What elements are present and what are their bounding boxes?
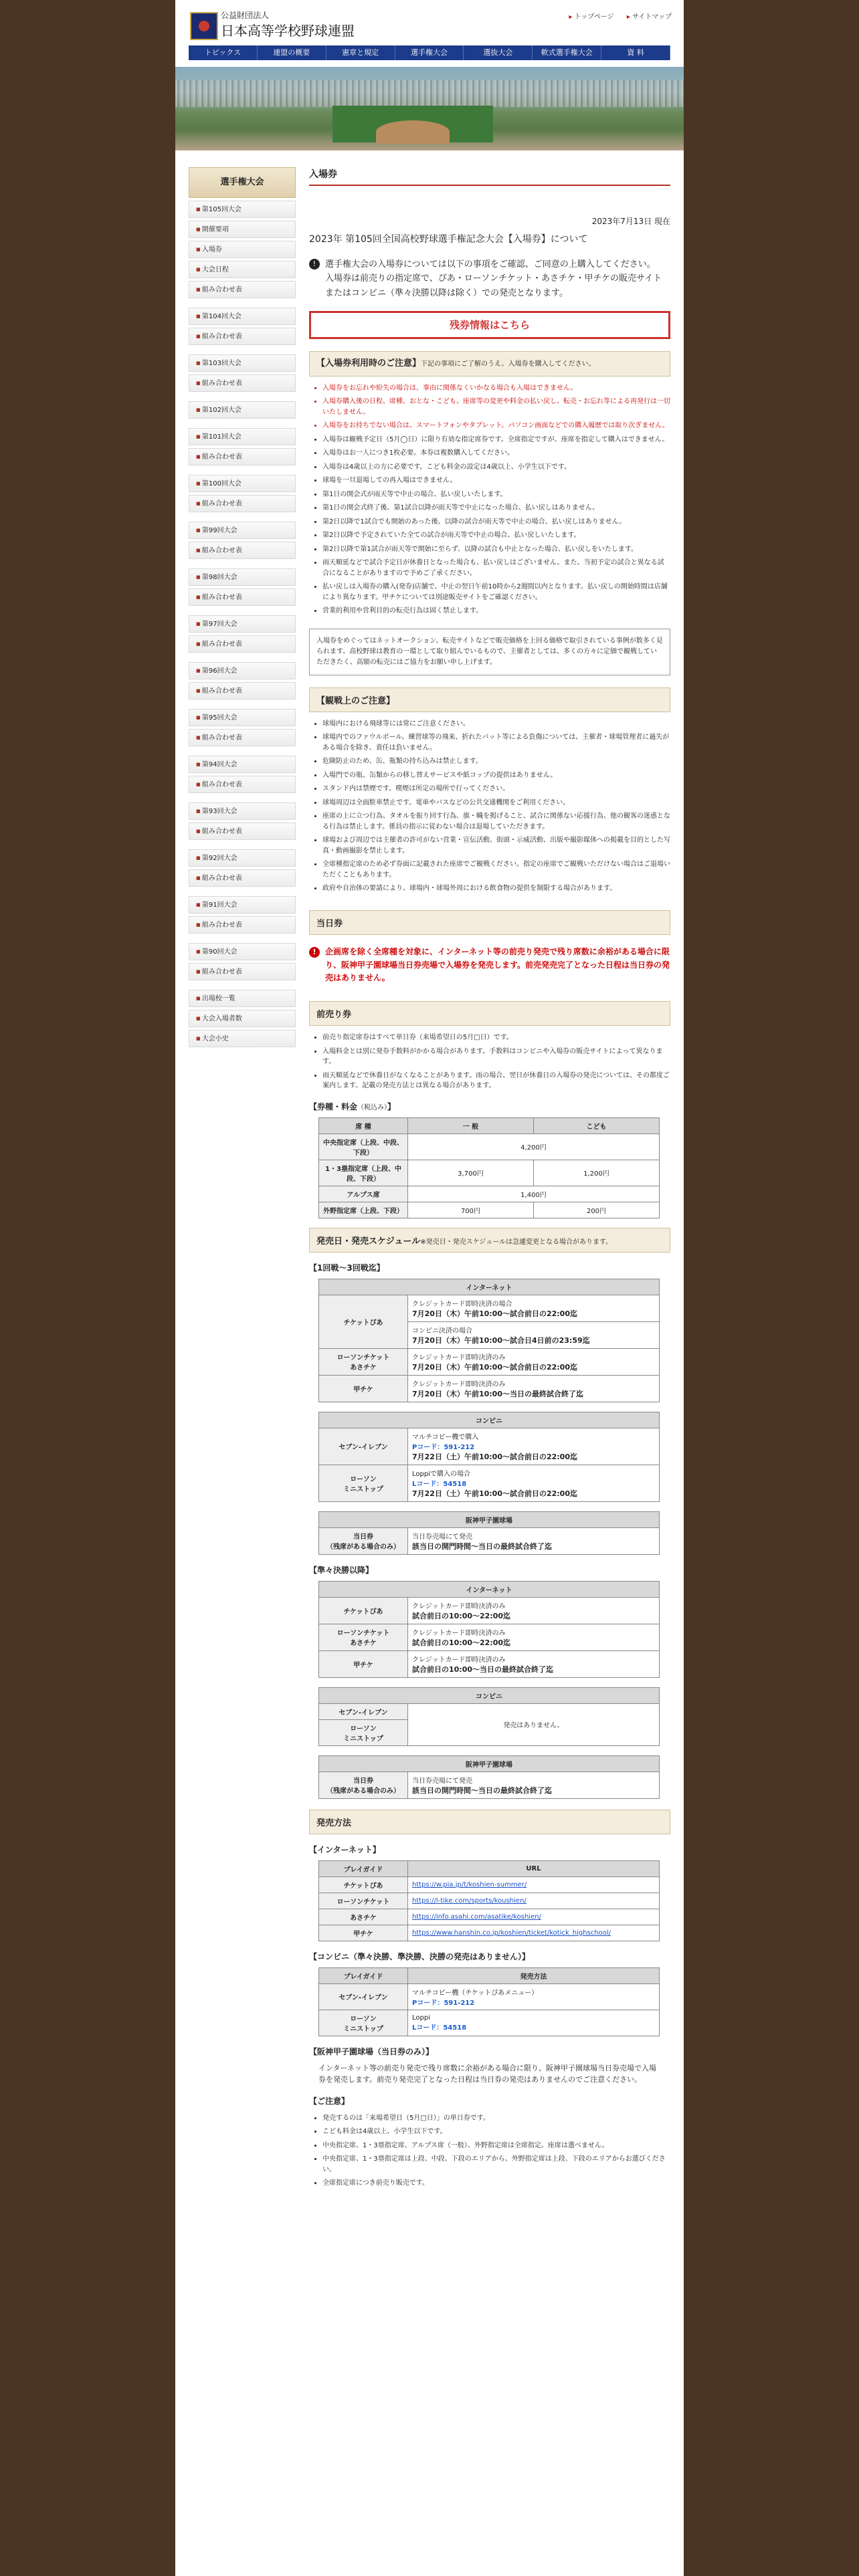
table-row [319, 1465, 660, 1501]
sidebar-item[interactable]: ■ 第94回大会 [189, 756, 296, 773]
site-header [175, 0, 684, 41]
sidebar-item[interactable]: ■ 出場校一覧 [189, 990, 296, 1007]
table-row [319, 1134, 660, 1160]
price-child: 1,200円 [534, 1160, 660, 1186]
schedule-main: 7月20日（木）午前10:00〜試合前日の22:00迄 [412, 1309, 577, 1318]
seat-type: アルプス席 [319, 1186, 408, 1202]
headline: 2023年 第105回全国高校野球選手権記念大会【入場券】について [309, 234, 588, 245]
schedule-main: 試合前日の10:00〜当日の最終試合終了迄 [412, 1665, 554, 1674]
url-table [318, 1860, 660, 1941]
schedule-sub: クレジットカード即時決済のみ [412, 1380, 506, 1388]
sidebar-item[interactable]: ■ 第92回大会 [189, 849, 296, 867]
sidebar [189, 167, 296, 1047]
org-name[interactable]: 日本高等学校野球連盟 [221, 23, 355, 39]
schedule-cell [408, 1295, 660, 1321]
table-row [319, 1375, 660, 1402]
schedule-cell [408, 1348, 660, 1375]
schedule-sub: クレジットカード即時決済のみ [412, 1602, 506, 1610]
table-header: 阪神甲子園球場 [319, 1511, 660, 1527]
sameday-section-header: 当日券 [309, 910, 670, 935]
global-nav [189, 45, 670, 60]
main-content [309, 167, 670, 2192]
sidebar-item[interactable]: ■ 第91回大会 [189, 896, 296, 914]
caution-item: • 入場券はお一人につき1枚必要。本券は複数購入してください。 [322, 448, 670, 459]
schedule-title: 発売日・発売スケジュール [316, 1236, 421, 1247]
price-heading [309, 1101, 670, 1112]
url-cell [408, 1925, 660, 1941]
table-row [319, 1597, 660, 1624]
vendor-name: ローソンチケット あさチケ [319, 1624, 408, 1650]
sidebar-item[interactable]: ■ 組み合わせ表 [189, 823, 296, 840]
url-cell [408, 1876, 660, 1893]
sameday-notice-text: 企画席を除く全席種を対象に、インターネット等の前売り発売で残り席数に余裕がある場合に限り、阪神甲子園球場当日券売場で入場券を発売します。前売発売完了となった日程は当日券の発売はありません。 [325, 946, 670, 983]
schedule-sub: クレジットカード即時決済の場合 [412, 1300, 512, 1308]
caution-item: • 第2日以降で1試合でも開始のあった後、以降の試合が雨天等で中止の場合、払い戻しはありません。 [322, 517, 670, 528]
table-row [319, 1983, 660, 2010]
watch-item: • 政府や自治体の要請により、球場内・球場外周における飲食物の提供を制限する場合があります。 [322, 883, 670, 894]
sidebar-item[interactable]: ■ 第103回大会 [189, 354, 296, 372]
price-table [318, 1117, 660, 1218]
not-sold: 発売はありません。 [408, 1703, 660, 1745]
federation-logo-icon[interactable] [190, 12, 218, 40]
schedule-main: 7月20日（木）午前10:00〜試合前日の22:00迄 [412, 1362, 577, 1372]
table-row [319, 1925, 660, 1941]
vendor-name: 甲チケ [319, 1925, 408, 1941]
price: 1,400円 [408, 1186, 660, 1202]
sidebar-item[interactable]: ■ 組み合わせ表 [189, 776, 296, 793]
caution-item: • 入場券をお忘れや紛失の場合は、事由に関係なくいかなる場合も入場はできません。 [322, 383, 670, 394]
nav-item[interactable]: 選抜大会 [464, 45, 533, 60]
table-row [319, 1650, 660, 1677]
advance-list [309, 1033, 670, 1091]
schedule-sub: クレジットカード即時決済のみ [412, 1354, 506, 1362]
vendor-name: 甲チケ [319, 1650, 408, 1677]
table-row [319, 1876, 660, 1893]
r1-koshien-table [318, 1511, 660, 1555]
nav-item[interactable]: 連盟の概要 [258, 45, 326, 60]
vendor-url-link[interactable]: https://www.hanshin.co.jp/koshien/ticket/kotick_highschool/ [412, 1929, 611, 1937]
schedule-cell [408, 1772, 660, 1798]
vendor-name: 当日券 （残席がある場合のみ） [319, 1772, 408, 1798]
sidebar-item[interactable]: ■ 組み合わせ表 [189, 495, 296, 512]
schedule-main: 7月20日（木）午前10:00〜試合日4日前の23:59迄 [412, 1335, 590, 1345]
vendor-name: ローソン ミニストップ [319, 1465, 408, 1501]
sidebar-item[interactable]: ■ 開催要項 [189, 221, 296, 238]
table-header: コンビニ [319, 1412, 660, 1428]
advance-item: • 前売り指定席券はすべて単日券（来場希望日の5月□日）です。 [322, 1033, 670, 1043]
table-header-row [319, 1967, 660, 1983]
purchase-notice [309, 257, 670, 300]
nav-item[interactable]: トピックス [189, 45, 258, 60]
table-row [319, 1893, 660, 1909]
vendor-name: ローソンチケット あさチケ [319, 1348, 408, 1375]
page-title: 入場券 [309, 167, 670, 186]
caution-item: • 入場券購入後の日程、席種、おとな・こども、座席等の変更や料金の払い戻し、転売・お忘れ等による再発行は一切いたしません。 [322, 397, 670, 417]
caution-item: • 第2日以降で第1試合が雨天等で開始に至らず、以降の試合も中止となった場合、払い戻しをいたします。 [322, 544, 670, 555]
table-row [319, 1160, 660, 1186]
sidebar-item[interactable]: ■ 組み合わせ表 [189, 869, 296, 887]
sidebar-item[interactable]: ■ 組み合わせ表 [189, 374, 296, 392]
method-cell [408, 1983, 660, 2010]
sidebar-item[interactable]: ■ 組み合わせ表 [189, 963, 296, 980]
schedule-main: 該当日の開門時間〜当日の最終試合終了迄 [412, 1786, 552, 1795]
vendor-name: セブン-イレブン [319, 1428, 408, 1465]
product-code: Lコード：54518 [412, 2024, 467, 2032]
final-item: • 全席指定席につき前売り販売です。 [322, 2178, 670, 2189]
caution-item: • 雨天順延などで試合予定日が休養日となった場合も、払い戻しはございません。また、当初予定の試合と異なる試合になることがありますので予めご了承ください。 [322, 558, 670, 578]
schedule-cell [408, 1375, 660, 1402]
schedule-cell [408, 1597, 660, 1624]
r1-heading: 【1回戦〜3回戦迄】 [309, 1263, 385, 1273]
table-row [319, 1295, 660, 1321]
table-row [319, 1703, 660, 1719]
seat-type: 1・3塁指定席（上段、中段、下段） [319, 1160, 408, 1186]
sidebar-title: 選手権大会 [189, 167, 296, 198]
r2-koshien-table [318, 1755, 660, 1799]
banner-stands [175, 80, 684, 107]
caution-item: • 第1日の開会式が雨天等で中止の場合、払い戻しいたします。 [322, 490, 670, 500]
vendor-name: 甲チケ [319, 1375, 408, 1402]
column-header: 一 般 [408, 1117, 534, 1134]
caution-section-header [309, 351, 670, 377]
final-list [309, 2113, 670, 2189]
vendor-name: ローソンチケット [319, 1893, 408, 1909]
watch-item: • スタンド内は禁煙です。喫煙は所定の場所で行ってください。 [322, 784, 670, 794]
vendor-name: チケットぴあ [319, 1295, 408, 1348]
r2-heading: 【準々決勝以降】 [309, 1565, 374, 1575]
caution-item: • 球場を一旦退場しての再入場はできません。 [322, 475, 670, 486]
watch-item: • 球場内における飛球等には常にご注意ください。 [322, 719, 670, 730]
final-heading: 【ご注意】 [309, 2096, 350, 2106]
org-label: 公益財団法人 [221, 11, 270, 20]
table-header: インターネット [319, 1581, 660, 1597]
table-header-row [319, 1755, 660, 1772]
table-row [319, 1772, 660, 1798]
vendor-name: 当日券 （残席がある場合のみ） [319, 1527, 408, 1554]
caution-subtitle: 下記の事項にご了解のうえ、入場券を購入してください。 [421, 360, 595, 368]
nav-item[interactable]: 軟式選手権大会 [533, 45, 601, 60]
caution-item: • 入場券は4歳以上の方に必要です。こども料金の設定は4歳以上、小学生以下です。 [322, 462, 670, 473]
sidebar-items [189, 201, 296, 1047]
vendor-name: セブン-イレブン [319, 1703, 408, 1719]
caution-list [309, 383, 670, 617]
table-row [319, 1428, 660, 1465]
sameday-notice [309, 946, 670, 985]
price-heading-end: 】 [387, 1101, 396, 1111]
column-header: こども [534, 1117, 660, 1134]
sidebar-item[interactable]: ■ 第95回大会 [189, 709, 296, 726]
sidebar-item[interactable]: ■ 第105回大会 [189, 201, 296, 218]
sidebar-item[interactable]: ■ 入場券 [189, 241, 296, 258]
product-code: Pコード：591-212 [412, 1443, 475, 1451]
schedule-sub: マルチコピー機で購入 [412, 1433, 479, 1441]
r2-internet-table [318, 1581, 660, 1678]
top-link-sitemap[interactable]: ▸ サイトマップ [627, 13, 672, 21]
schedule-main: 試合前日の10:00〜22:00迄 [412, 1638, 511, 1647]
schedule-cell [408, 1650, 660, 1677]
schedule-sub: クレジットカード即時決済のみ [412, 1656, 506, 1664]
schedule-cell [408, 1428, 660, 1465]
vendor-name: チケットぴあ [319, 1597, 408, 1624]
table-row [319, 2010, 660, 2036]
product-code: Pコード：591-212 [412, 1999, 475, 2007]
sidebar-item[interactable]: ■ 大会日程 [189, 261, 296, 278]
watch-item: • 球場周辺は全面駐車禁止です。電車やバスなどの公共交通機関をご利用ください。 [322, 798, 670, 809]
price-child: 200円 [534, 1202, 660, 1218]
sidebar-item[interactable]: ■ 組み合わせ表 [189, 916, 296, 934]
final-item: • 発売するのは「来場希望日（5月□日）」の単日券です。 [322, 2113, 670, 2124]
schedule-main: 試合前日の10:00〜22:00迄 [412, 1611, 511, 1620]
watch-item: • 球場内でのファウルボール、練習球等の飛来、折れたバット等による負傷については、主催者・球場管理者に過失がある場合を除き、責任は負いません。 [322, 732, 670, 753]
vendor-name: ローソン ミニストップ [319, 1719, 408, 1745]
advance-section-header: 前売り券 [309, 1001, 670, 1026]
sidebar-item[interactable]: ■ 第93回大会 [189, 802, 296, 820]
sidebar-item[interactable]: ■ 組み合わせ表 [189, 448, 296, 465]
price-heading-text: 【券種・料金 [309, 1101, 358, 1111]
schedule-sub: 当日券売場にて発売 [412, 1777, 472, 1785]
sidebar-item[interactable]: ■ 第90回大会 [189, 943, 296, 960]
seat-type: 中央指定席（上段、中段、下段） [319, 1134, 408, 1160]
koshien-text: インターネット等の前売り発売で残り席数に余裕がある場合に限り、阪神甲子園球場当日券売場で入場券を発売します。前売り発売完了となった日程は当日券の発売はありませんのでご注意ください。 [318, 2063, 657, 2084]
vendor-name: ローソン ミニストップ [319, 2010, 408, 2036]
schedule-main: 7月22日（土）午前10:00〜試合前日の22:00迄 [412, 1452, 577, 1461]
r1-conv-table [318, 1412, 660, 1502]
price-general: 700円 [408, 1202, 534, 1218]
caution-item: • 第1日の開会式終了後、第1試合以降が雨天等で中止になった場合、払い戻しはありません。 [322, 503, 670, 514]
internet-heading: 【インターネット】 [309, 1844, 381, 1854]
sidebar-item[interactable]: ■ 組み合わせ表 [189, 328, 296, 345]
r1-internet-table [318, 1279, 660, 1402]
sidebar-item[interactable]: ■ 組み合わせ表 [189, 542, 296, 559]
vendor-url-link[interactable]: https://l-tike.com/sports/koushien/ [412, 1897, 527, 1905]
top-link-home[interactable]: ▸ トップページ [569, 13, 613, 21]
sidebar-item[interactable]: ■ 大会小史 [189, 1030, 296, 1047]
sidebar-item[interactable]: ■ 第100回大会 [189, 475, 296, 492]
column-header: プレイガイド [319, 1860, 408, 1876]
price-general: 3,700円 [408, 1160, 534, 1186]
table-header-row [319, 1412, 660, 1428]
vendor-name: チケットぴあ [319, 1876, 408, 1893]
caution-item: • 入場券をお持ちでない場合は、スマートフォンやタブレット、パソコン画面などでの購入履歴では取り次ぎません。 [322, 421, 670, 431]
table-row [319, 1527, 660, 1554]
nav-item[interactable]: 憲章と規定 [326, 45, 395, 60]
table-header: インターネット [319, 1279, 660, 1295]
schedule-main: 7月20日（木）午前10:00〜当日の最終試合終了迄 [412, 1389, 583, 1398]
url-cell [408, 1893, 660, 1909]
sidebar-item[interactable]: ■ 組み合わせ表 [189, 281, 296, 298]
schedule-cell [408, 1527, 660, 1554]
sidebar-item[interactable]: ■ 組み合わせ表 [189, 588, 296, 606]
caution-item: • 入場券は観戦予定日（5月◯日）に限り有効な指定席券です。全席指定ですが、座席を指定して購入はできません。 [322, 435, 670, 445]
sidebar-item[interactable]: ■ 組み合わせ表 [189, 682, 296, 700]
schedule-sub: クレジットカード即時決済のみ [412, 1629, 506, 1637]
advance-item: • 雨天順延などで休養日がなくなることがあります。雨の場合、翌日が休養日の入場券の発売については、その都度ご案内します。記載の発売方法とは異なる場合があります。 [322, 1071, 670, 1091]
watch-item: • 危険防止のため、缶、瓶類の持ち込みは禁止します。 [322, 756, 670, 767]
table-row [319, 1909, 660, 1925]
sidebar-item[interactable]: ■ 第104回大会 [189, 308, 296, 325]
sidebar-item[interactable]: ■ 第98回大会 [189, 568, 296, 586]
sidebar-item[interactable]: ■ 第101回大会 [189, 428, 296, 445]
page [175, 0, 684, 2576]
vendor-name: セブン-イレブン [319, 1983, 408, 2010]
nav-item[interactable]: 資 料 [601, 45, 670, 60]
schedule-note: ※発売日・発売スケジュールは急遽変更となる場合があります。 [420, 1238, 613, 1246]
schedule-cell [408, 1624, 660, 1650]
resale-note: 入場券をめぐってはネットオークション、転売サイトなどで販売価格を上回る価格で取引されている事例が数多く見られます。高校野球は教育の一環として取り組んでいるもので、主催者としては、多くの方々に定価で観戦していただきたく、高額の転売にはご協力をお願い申し上げます。 [309, 629, 670, 675]
schedule-sub: Loppiで購入の場合 [412, 1470, 470, 1478]
method-text: マルチコピー機（チケットぴあメニュー） [412, 1989, 539, 1997]
caution-title: 【入場券利用時のご注意】 [316, 358, 421, 369]
price-heading-tax: （税込み） [357, 1103, 388, 1111]
as-of-date: 2023年7月13日 現在 [591, 217, 670, 226]
caution-item: • 第2日以降で予定されていた全ての試合が雨天等で中止の場合、払い戻しいたします。 [322, 530, 670, 541]
watch-item: • 座席の上に立つ行為、タオルを振り回す行為、旗・幟を掲げること、試合に関係ない応援行為、他の観客の迷惑となる行為は禁止します。係員の指示に従わない場合は退場していただきます。 [322, 811, 670, 832]
schedule-main: 該当日の開門時間〜当日の最終試合終了迄 [412, 1541, 552, 1551]
banner-infield [376, 120, 450, 144]
koshien-heading: 【阪神甲子園球場（当日券のみ）】 [309, 2046, 434, 2056]
column-header: 発売方法 [408, 1967, 660, 1983]
vendor-url-link[interactable]: https://info.asahi.com/asatike/koshien/ [412, 1913, 541, 1921]
sidebar-item[interactable]: ■ 第97回大会 [189, 615, 296, 633]
watch-item: • 全席種指定席のため必ず券面に記載された座席でご観戦ください。指定の座席でご観戦いただけない場合はご退場いただくこともあります。 [322, 859, 670, 880]
seat-type: 外野指定席（上段、下段） [319, 1202, 408, 1218]
vendor-name: あさチケ [319, 1909, 408, 1925]
table-header-row [319, 1581, 660, 1597]
column-header: URL [408, 1860, 660, 1876]
sidebar-item[interactable]: ■ 第96回大会 [189, 662, 296, 679]
table-header-row [319, 1687, 660, 1703]
schedule-cell [408, 1465, 660, 1501]
sidebar-item[interactable]: ■ 組み合わせ表 [189, 635, 296, 653]
table-header: 阪神甲子園球場 [319, 1755, 660, 1772]
top-links [558, 11, 672, 21]
table-header-row [319, 1117, 660, 1134]
watch-list [309, 719, 670, 894]
table-header: コンビニ [319, 1687, 660, 1703]
watch-item: • 球場および周辺では主催者の許可がない営業・宣伝活動、街頭・示威活動、出版や撮影媒体への掲載を目的とした写真・動画撮影を禁止します。 [322, 835, 670, 856]
table-row [319, 1202, 660, 1218]
column-header: プレイガイド [319, 1967, 408, 1983]
sidebar-item[interactable]: ■ 第102回大会 [189, 401, 296, 419]
schedule-sub: 当日券売場にて発売 [412, 1533, 472, 1541]
remaining-tickets-button[interactable]: 残券情報はこちら [309, 311, 670, 339]
final-item: • 中央指定席、1・3塁指定席、アルプス席（一般）、外野指定席は全席指定。座席は選べません。 [322, 2141, 670, 2151]
table-header-row [319, 1279, 660, 1295]
nav-item[interactable]: 選手権大会 [395, 45, 464, 60]
r2-conv-table [318, 1687, 660, 1746]
table-row [319, 1186, 660, 1202]
exclamation-icon: ! [309, 947, 320, 958]
watch-section-header: 【観戦上のご注意】 [309, 687, 670, 712]
table-header-row [319, 1511, 660, 1527]
final-item: • 中央指定席、1・3塁指定席は上段、中段、下段のエリアから、外野指定席は上段、下段のエリアからお選びください。 [322, 2154, 670, 2175]
sidebar-item[interactable]: ■ 第99回大会 [189, 522, 296, 539]
table-header-row [319, 1860, 660, 1876]
url-cell [408, 1909, 660, 1925]
schedule-sub: コンビニ決済の場合 [412, 1327, 472, 1335]
sidebar-item[interactable]: ■ 大会入場者数 [189, 1010, 296, 1027]
method-cell [408, 2010, 660, 2036]
purchase-notice-text: 選手権大会の入場券については以下の事項をご確認、ご同意の上購入してください。 入場券は前売りの指定席で、ぴあ・ローソンチケット・あさチケ・甲チケの販売サイトまたはコンビニ（準々決勝以降は除く）での発売となります。 [325, 259, 662, 298]
sidebar-item[interactable]: ■ 組み合わせ表 [189, 729, 296, 746]
schedule-cell [408, 1321, 660, 1348]
table-row [319, 1348, 660, 1375]
table-row [319, 1624, 660, 1650]
product-code: Lコード：54518 [412, 1480, 467, 1488]
schedule-section-header [309, 1228, 670, 1253]
conv-method-table [318, 1967, 660, 2036]
vendor-url-link[interactable]: https://w.pia.jp/t/koshien-summer/ [412, 1881, 527, 1889]
method-text: Loppi [412, 2014, 430, 2022]
watch-item: • 入場門での瓶、缶類からの移し替えサービスや紙コップの提供はありません。 [322, 770, 670, 781]
caution-item: • 営業的利用や営利目的の転売行為は固く禁止します。 [322, 606, 670, 617]
method-section-header: 発売方法 [309, 1810, 670, 1834]
advance-item: • 入場料金とは別に発券手数料がかかる場合があります。手数料はコンビニや入場券の販売サイトによって異なります。 [322, 1047, 670, 1067]
conv-heading: 【コンビニ（準々決勝、準決勝、決勝の発売はありません）】 [309, 1951, 531, 1961]
schedule-main: 7月22日（土）午前10:00〜試合前日の22:00迄 [412, 1489, 577, 1498]
price: 4,200円 [408, 1134, 660, 1160]
column-header: 席 種 [319, 1117, 408, 1134]
caution-item: • 払い戻しは入場券の購入(発券)店舗で、中止の翌日午前10時から2週間以内となります。払い戻しの開始時間は店舗により異なります。甲チケについては別途販売サイトをご確認ください。 [322, 582, 670, 603]
stadium-banner [175, 67, 684, 150]
final-item: • こども料金は4歳以上、小学生以下です。 [322, 2127, 670, 2137]
exclamation-icon: ! [309, 259, 320, 270]
